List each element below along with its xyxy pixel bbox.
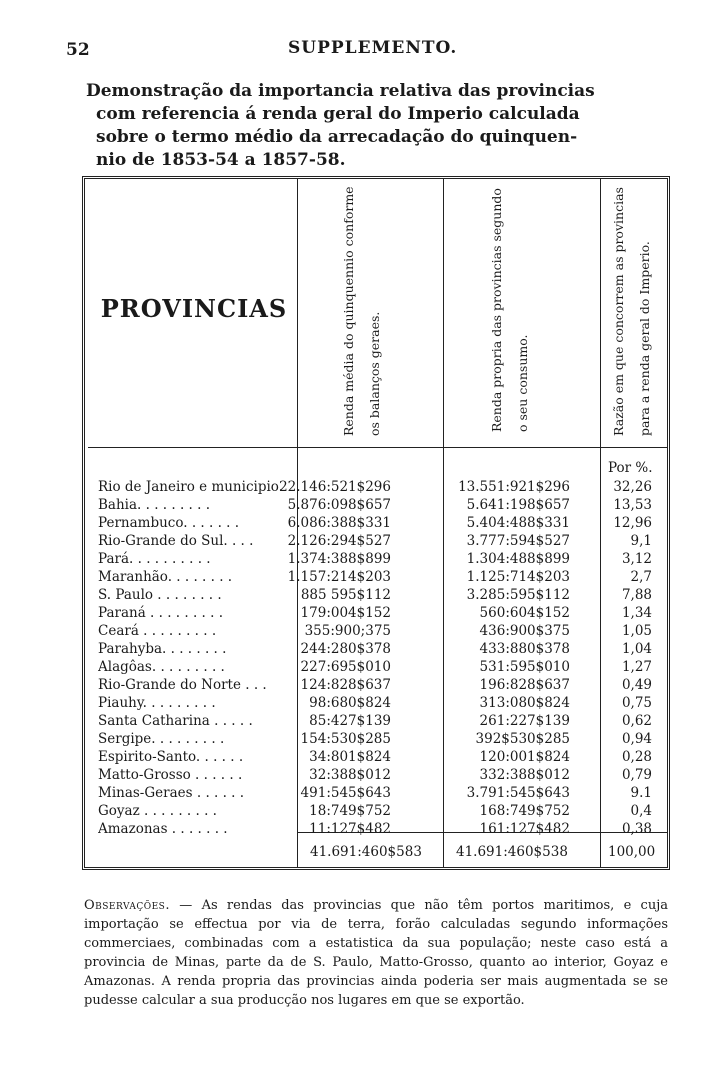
razao-percent: 0,62: [621, 713, 652, 729]
table-body: [98, 478, 668, 838]
province-name: Goyaz . . . . . . . . .: [98, 803, 217, 819]
renda-propria: 560:604$152: [479, 605, 570, 621]
col1-header: [336, 186, 388, 436]
province-name: Rio-Grande do Norte . . .: [98, 677, 267, 693]
razao-percent: 9.1: [630, 785, 652, 801]
total-propria: 41.691:460$538: [456, 844, 568, 860]
razao-percent: 12,96: [613, 515, 652, 531]
province-name: Pará. . . . . . . . . .: [98, 551, 211, 567]
observations-text: — As rendas das provincias que não têm portos maritimos, e cuja importação se effectua por via de terra, forão calculadas segundo informações commerciaes, combinadas com a estatistica da sua população; neste caso está a provincia de Minas, parte da de S. Paulo, Matto-Grosso, quanto ao interior, Goyaz e Amazonas. A renda propria das provincias ainda poderia ser mais augmentada se se pudesse calcular a sua producção nos lugares em que se exportão.: [84, 898, 668, 1008]
renda-media: 885 595$112: [300, 587, 391, 603]
province-name: Piauhy. . . . . . . . .: [98, 695, 216, 711]
col1-header-line-a: Renda média do quinquennio conforme: [341, 186, 356, 436]
razao-percent: 0,79: [621, 767, 652, 783]
razao-percent: 0,49: [621, 677, 652, 693]
renda-media: 154:530$285: [300, 731, 391, 747]
province-name: Alagôas. . . . . . . . .: [98, 659, 225, 675]
col2-header-line-b: o seu consumo.: [515, 334, 530, 432]
renda-media: 98:680$824: [309, 695, 391, 711]
razao-percent: 0,28: [621, 749, 652, 765]
renda-media: 179:004$152: [300, 605, 391, 621]
renda-media: 18:749$752: [309, 803, 391, 819]
razao-percent: 7,88: [621, 587, 652, 603]
renda-media: 22.146:521$296: [279, 479, 391, 495]
heading-line-1: Demonstração da importancia relativa das provincias: [86, 81, 595, 101]
razao-percent: 1,04: [621, 641, 652, 657]
table-row: [98, 820, 668, 838]
razao-percent: 9,1: [630, 533, 652, 549]
renda-propria: 3.777:594$527: [466, 533, 570, 549]
table-row: [98, 640, 668, 658]
province-name: Amazonas . . . . . . .: [98, 821, 228, 837]
table-row: [98, 478, 668, 496]
renda-media: 355:900;375: [304, 623, 391, 639]
table-row: [98, 658, 668, 676]
table-row: [98, 766, 668, 784]
renda-propria: 433:880$378: [479, 641, 570, 657]
province-name: Minas-Geraes . . . . . .: [98, 785, 245, 801]
renda-media: 227:695$010: [300, 659, 391, 675]
observations-label: Observações.: [84, 898, 170, 913]
renda-propria: 161:127$482: [479, 821, 570, 837]
renda-propria: 1.304:488$899: [466, 551, 570, 567]
table-row: [98, 748, 668, 766]
percent-label: Por %.: [608, 460, 653, 476]
renda-propria: 120:001$824: [479, 749, 570, 765]
renda-propria: 261:227$139: [479, 713, 570, 729]
renda-media: 85:427$139: [309, 713, 391, 729]
heading-line-3: sobre o termo médio da arrecadação do quinquen-: [96, 127, 578, 147]
razao-percent: 1,27: [621, 659, 652, 675]
table-row: [98, 622, 668, 640]
renda-propria: 5.404:488$331: [466, 515, 570, 531]
renda-propria: 168:749$752: [479, 803, 570, 819]
razao-percent: 2,7: [630, 569, 652, 585]
table-row: [98, 568, 668, 586]
renda-propria: 3.791:545$643: [466, 785, 570, 801]
table-row: [98, 550, 668, 568]
renda-propria: 436:900$375: [479, 623, 570, 639]
total-razao: 100,00: [608, 844, 656, 860]
table-row: [98, 586, 668, 604]
header-separator: [88, 447, 668, 448]
renda-propria: 332:388$012: [479, 767, 570, 783]
renda-media: 1.374:388$899: [287, 551, 391, 567]
renda-media: 2.126:294$527: [287, 533, 391, 549]
renda-propria: 392$530$285: [475, 731, 570, 747]
page-number: 52: [66, 40, 90, 60]
table-heading: [86, 80, 678, 172]
table-row: [98, 676, 668, 694]
running-head: SUPPLEMENTO.: [288, 38, 458, 58]
razao-percent: 32,26: [613, 479, 652, 495]
province-name: Rio de Janeiro e municipio.: [98, 479, 283, 495]
razao-percent: 1,05: [621, 623, 652, 639]
col2-header: [484, 188, 536, 432]
razao-percent: 0,38: [621, 821, 652, 837]
renda-media: 32:388$012: [309, 767, 391, 783]
renda-media: 124:828$637: [300, 677, 391, 693]
province-name: Ceará . . . . . . . . .: [98, 623, 217, 639]
province-name: Matto-Grosso . . . . . .: [98, 767, 243, 783]
renda-media: 491:545$643: [300, 785, 391, 801]
renda-propria: 5.641:198$657: [466, 497, 570, 513]
table-row: [98, 496, 668, 514]
razao-percent: 13,53: [613, 497, 652, 513]
table-row: [98, 712, 668, 730]
col1-header-line-b: os balanços geraes.: [367, 311, 382, 436]
table-row: [98, 694, 668, 712]
table-row: [98, 802, 668, 820]
razao-percent: 1,34: [621, 605, 652, 621]
provinces-column-header: PROVINCIAS: [100, 294, 288, 323]
province-name: Espirito-Santo. . . . . .: [98, 749, 244, 765]
renda-media: 34:801$824: [309, 749, 391, 765]
province-name: Santa Catharina . . . . .: [98, 713, 253, 729]
renda-media: 6.086:388$331: [287, 515, 391, 531]
observations-note: [84, 896, 668, 1010]
total-media: 41.691:460$583: [310, 844, 422, 860]
province-name: Paraná . . . . . . . . .: [98, 605, 224, 621]
razao-percent: 0,4: [630, 803, 652, 819]
razao-percent: 0,94: [621, 731, 652, 747]
col3-header: [606, 187, 658, 436]
province-name: Maranhão. . . . . . . .: [98, 569, 233, 585]
renda-media: 5.876:098$657: [287, 497, 391, 513]
table-row: [98, 604, 668, 622]
renda-media: 1.157:214$203: [287, 569, 391, 585]
renda-propria: 196:828$637: [479, 677, 570, 693]
province-name: Rio-Grande do Sul. . . .: [98, 533, 254, 549]
table-row: [98, 532, 668, 550]
table-row: [98, 784, 668, 802]
renda-propria: 1.125:714$203: [466, 569, 570, 585]
renda-propria: 531:595$010: [479, 659, 570, 675]
table-row: [98, 730, 668, 748]
table-row: [98, 514, 668, 532]
col3-header-line-a: Razão em que concorrem as provincias: [611, 187, 626, 436]
province-name: S. Paulo . . . . . . . .: [98, 587, 222, 603]
col3-header-line-b: para a renda geral do Imperio.: [637, 241, 652, 436]
province-name: Bahia. . . . . . . . .: [98, 497, 210, 513]
province-name: Parahyba. . . . . . . .: [98, 641, 227, 657]
razao-percent: 3,12: [621, 551, 652, 567]
col2-header-line-a: Renda propria das provincias segundo: [489, 188, 504, 432]
province-name: Sergipe. . . . . . . . .: [98, 731, 225, 747]
renda-propria: 3.285:595$112: [466, 587, 570, 603]
razao-percent: 0,75: [621, 695, 652, 711]
province-name: Pernambuco. . . . . . .: [98, 515, 240, 531]
renda-media: 11:127$482: [309, 821, 391, 837]
renda-media: 244:280$378: [300, 641, 391, 657]
renda-propria: 13.551:921$296: [458, 479, 570, 495]
heading-line-2: com referencia á renda geral do Imperio calculada: [96, 104, 580, 124]
heading-line-4: nio de 1853-54 a 1857-58.: [96, 150, 346, 170]
renda-propria: 313:080$824: [479, 695, 570, 711]
